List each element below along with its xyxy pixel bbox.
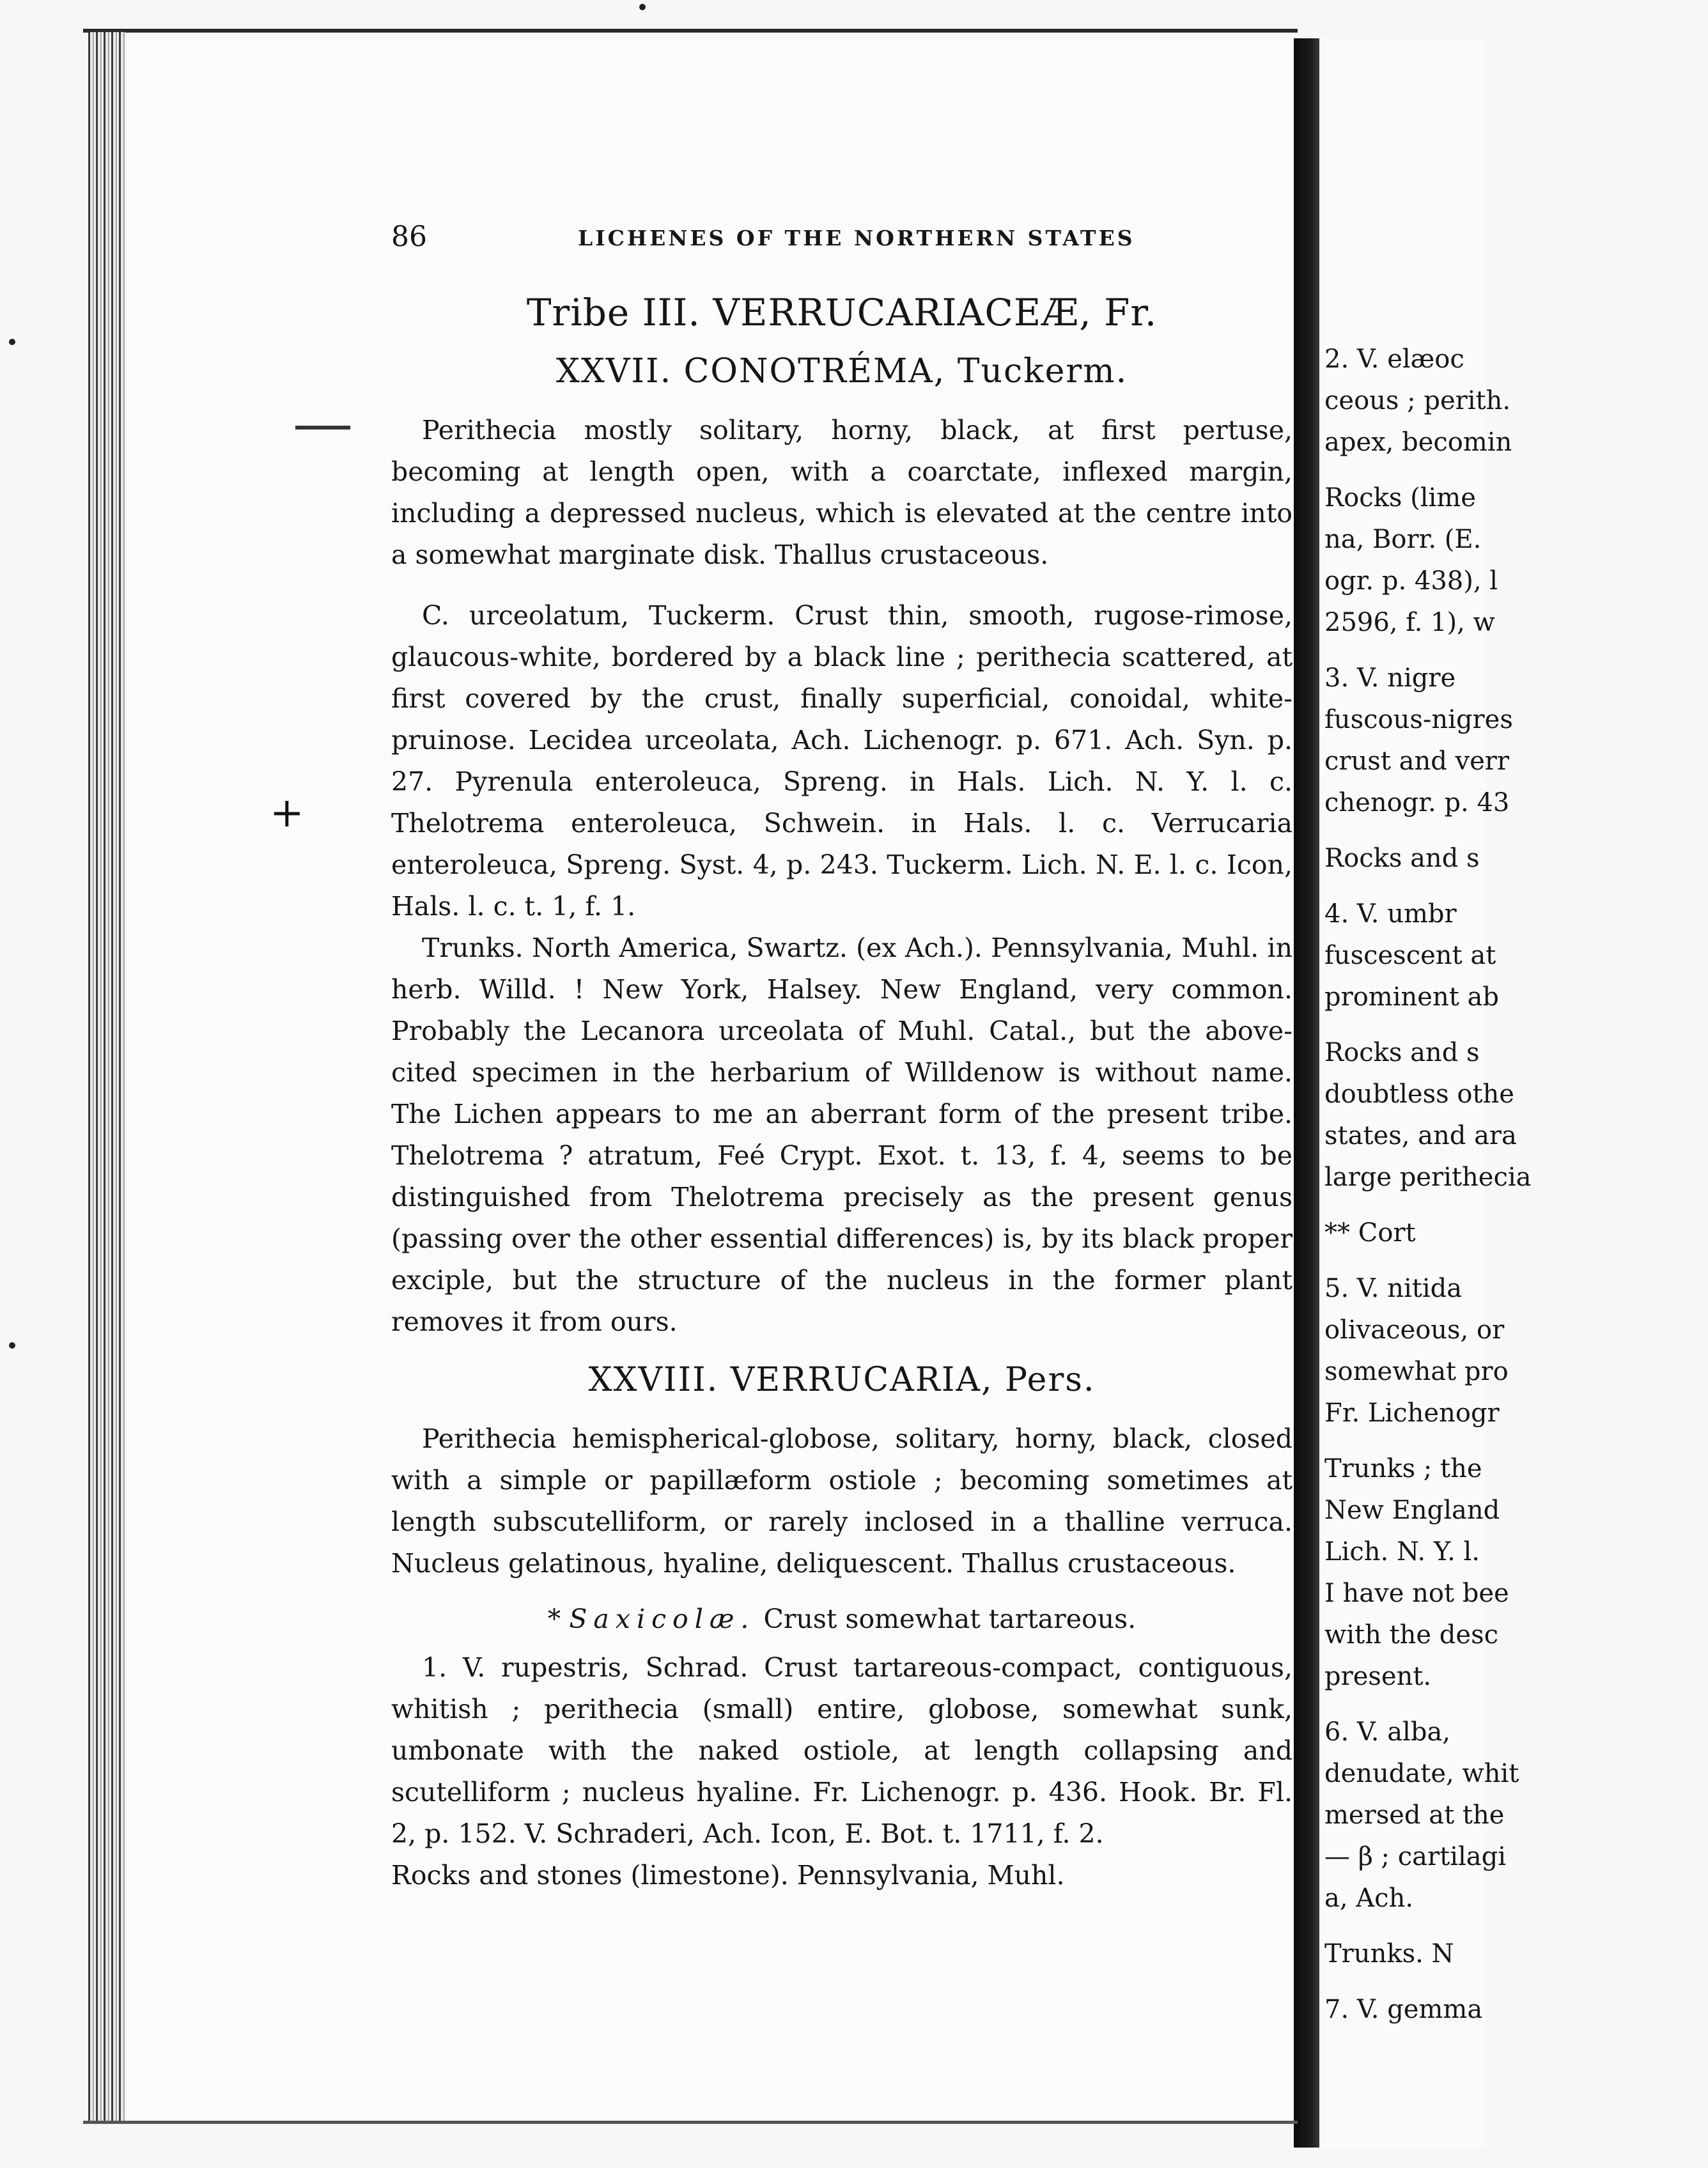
- running-head: [391, 214, 1293, 265]
- running-title: LICHENES OF THE NORTHERN STATES: [578, 226, 1135, 251]
- facing-page-line: fuscescent at: [1324, 941, 1496, 970]
- facing-page-line: present.: [1324, 1662, 1432, 1691]
- book-gutter: [1294, 38, 1319, 2148]
- scan-dot: [9, 1342, 15, 1349]
- facing-page-line: with the desc: [1324, 1620, 1499, 1650]
- facing-page-fragment: [1319, 38, 1532, 2148]
- facing-page-line: na, Borr. (E.: [1324, 525, 1482, 554]
- facing-page-line: Trunks ; the: [1324, 1454, 1482, 1483]
- facing-page-line: crust and verr: [1324, 747, 1510, 776]
- scan-dot: [9, 339, 15, 345]
- facing-page-line: 6. V. alba,: [1324, 1717, 1451, 1747]
- species-entry-v-rupestris: 1. V. rupestris, Schrad. Crust tartareous-compact, contiguous, whitish ; perithecia (small) entire, globose, somewhat sunk, umbonate with the naked ostiole, at length collapsing and scutelliform ; nucleus hyaline. Fr. Lichenogr. p. 436. Hook. Br. Fl. 2, p. 152. V. Schraderi, Ach. Icon, E. Bot. t. 1711, f. 2.: [391, 1652, 1293, 1849]
- facing-page-line: ** Cort: [1324, 1218, 1416, 1248]
- facing-page-line: 2. V. elæoc: [1324, 345, 1464, 374]
- facing-page-line: New England: [1324, 1496, 1500, 1525]
- genus-heading-verrucaria: XXVIII. VERRUCARIA, Pers.: [588, 1361, 1096, 1399]
- facing-page-line: 3. V. nigre: [1324, 663, 1456, 693]
- facing-page-line: Lich. N. Y. l.: [1324, 1537, 1480, 1567]
- species-entry-c-urceolatum: C. urceolatum, Tuckerm. Crust thin, smooth, rugose-rimose, glaucous-white, bordered by a black line ; perithecia scattered, at first covered by the crust, finally superficial, conoidal, white-pruinose. Lecidea urceolata, Ach. Lichenogr. p. 671. Ach. Syn. p. 27. Pyrenula enteroleuca, Spreng. in Hals. Lich. N. Y. l. c. Thelotrema enteroleuca, Schwein. in Hals. l. c. Verrucaria enteroleuca, Spreng. Syst. 4, p. 243. Tuckerm. Lich. N. E. l. c. Icon, Hals. l. c. t. 1, f. 1.: [391, 600, 1293, 922]
- facing-page-line: 7. V. gemma: [1324, 1995, 1483, 2024]
- facing-page-line: ceous ; perith.: [1324, 386, 1511, 415]
- section-asterisk: *: [547, 1604, 570, 1634]
- facing-page-line: Rocks and s: [1324, 1038, 1480, 1067]
- facing-page-line: Rocks (lime: [1324, 483, 1476, 513]
- facing-page-line: Fr. Lichenogr: [1324, 1398, 1500, 1428]
- facing-page-line: chenogr. p. 43: [1324, 788, 1510, 817]
- facing-page-line: somewhat pro: [1324, 1357, 1509, 1386]
- section-name: Saxicolæ.: [569, 1604, 756, 1634]
- facing-page-line: apex, becomin: [1324, 428, 1512, 457]
- tribe-heading: Tribe III. VERRUCARIACEÆ, Fr.: [526, 291, 1158, 334]
- page-number: 86: [391, 221, 427, 253]
- facing-page-line: 4. V. umbr: [1324, 899, 1457, 929]
- section-note: Crust somewhat tartareous.: [763, 1604, 1137, 1634]
- facing-page-line: olivaceous, or: [1324, 1315, 1505, 1345]
- facing-page-line: I have not bee: [1324, 1579, 1509, 1608]
- facing-page-line: 2596, f. 1), w: [1324, 608, 1495, 637]
- left-page-content: [391, 214, 1293, 1896]
- facing-page-line: doubtless othe: [1324, 1080, 1514, 1109]
- facing-page-line: ogr. p. 438), l: [1324, 566, 1498, 596]
- habitat-v-rupestris: Rocks and stones (limestone). Pennsylvania, Muhl.: [391, 1860, 1065, 1891]
- book-binding-edge: [88, 32, 125, 2122]
- habitat-c-urceolatum: Trunks. North America, Swartz. (ex Ach.). Pennsylvania, Muhl. in herb. Willd. ! New York, Halsey. New England, very common. Probably the Lecanora urceolata of Muhl. Catal., but the above-cited specimen in the herbarium of Willdenow is without name. The Lichen appears to me an aberrant form of the present tribe. Thelotrema ? atratum, Feé Crypt. Exot. t. 13, f. 4, seems to be distinguished from Thelotrema precisely as the present genus (passing over the other essential differences) is, by its black proper exciple, but the structure of the nucleus in the former plant removes it from ours.: [391, 933, 1293, 1337]
- facing-page-line: fuscous-nigres: [1324, 705, 1513, 734]
- facing-page-line: Rocks and s: [1324, 844, 1480, 873]
- facing-page-line: large perithecia: [1324, 1163, 1532, 1192]
- facing-page-line: a, Ach.: [1324, 1884, 1414, 1913]
- facing-page-lines: [1324, 339, 1708, 2031]
- page-bottom-edge: [83, 2121, 1298, 2124]
- facing-page-line: — β ; cartilagi: [1324, 1842, 1507, 1871]
- facing-page-line: 5. V. nitida: [1324, 1274, 1463, 1303]
- page-top-edge: [83, 29, 1298, 33]
- facing-page-line: prominent ab: [1324, 982, 1499, 1012]
- margin-dash-mark: [295, 426, 350, 430]
- margin-cross-mark: +: [270, 789, 304, 837]
- section-heading-saxicolae: [391, 1604, 1293, 1634]
- scan-dot: [639, 4, 646, 10]
- genus-heading-conotrema: XXVII. CONOTRÉMA, Tuckerm.: [555, 352, 1128, 391]
- facing-page-line: states, and ara: [1324, 1121, 1517, 1150]
- facing-page-line: Trunks. N: [1324, 1939, 1454, 1969]
- facing-page-line: denudate, whit: [1324, 1759, 1519, 1788]
- genus-description-conotrema: Perithecia mostly solitary, horny, black, at first pertuse, becoming at length open, with a coarctate, inflexed margin, including a depressed nucleus, which is elevated at the centre into a somewhat marginate disk. Thallus crustaceous.: [391, 415, 1293, 570]
- facing-page-line: mersed at the: [1324, 1800, 1505, 1830]
- genus-description-verrucaria: Perithecia hemispherical-globose, solitary, horny, black, closed with a simple or papillæform ostiole ; becoming sometimes at length subscutelliform, or rarely inclosed in a thalline verruca. Nucleus gelatinous, hyaline, deliquescent. Thallus crustaceous.: [391, 1423, 1293, 1579]
